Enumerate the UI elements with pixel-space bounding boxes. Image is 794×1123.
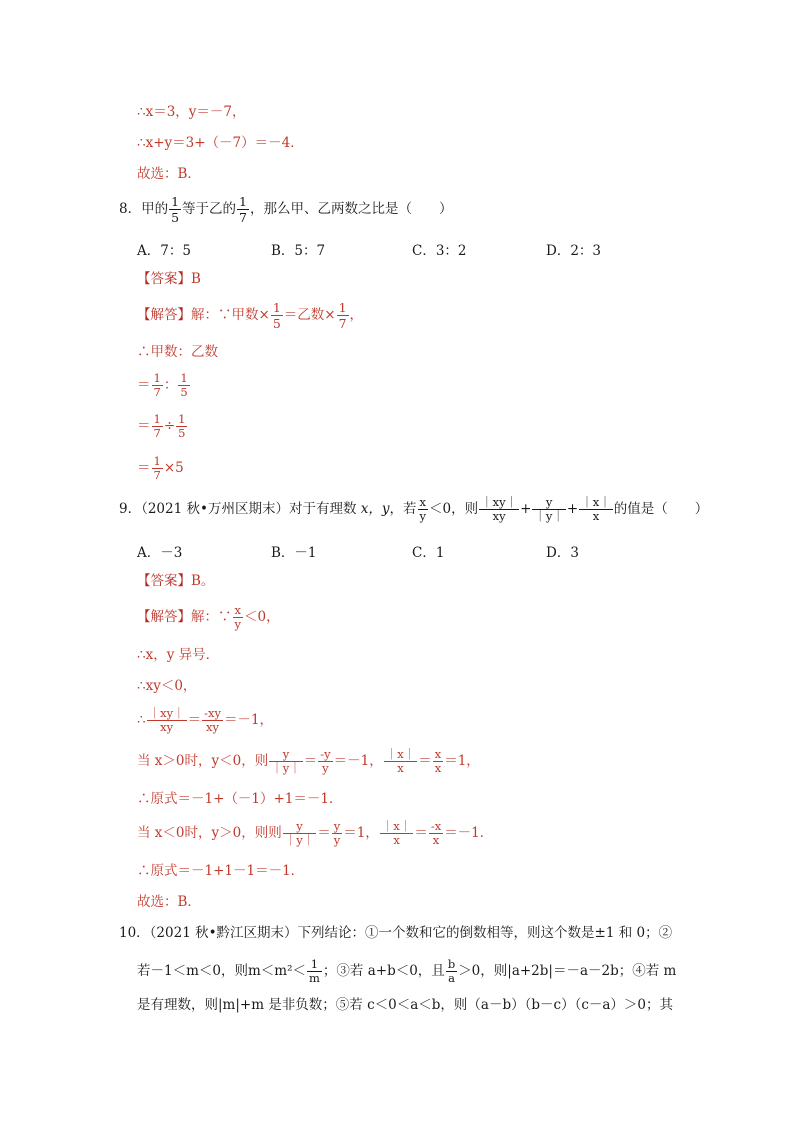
q8-answer-tag: 【答案】 (137, 271, 191, 287)
q10-line-1: 10．（2021 秋•黔江区期末）下列结论：①一个数和它的倒数相等，则这个数是±1 和 0；② (119, 925, 673, 941)
q9-solution: 【解答】解：∵ $\frac{x}{y}$ ＜0， (137, 603, 280, 631)
q8-sol-fraction-1: $\frac{1}{5}$ (272, 300, 281, 331)
q8-sol-fraction-2: $\frac{1}{7}$ (338, 300, 347, 331)
q9-step-8: 故选：B． (137, 894, 201, 910)
q9-step-7: ∴原式＝－1+1－1＝－1． (137, 863, 305, 879)
q9-step-1: ∴x，y 异号． (137, 647, 220, 663)
q7-line-3: 故选：B． (137, 166, 201, 182)
q9-stem: 9．（2021 秋•万州区期末）对于有理数 x，y，若 $\frac{x}{y}$ ＜0，则 $\frac{|xy|}{xy}$ + $\frac{y}{|y|}$ + $\frac{|x|}{x}$ 的值是（ ） (119, 495, 709, 523)
q9-step-3: ∴ $\frac{|xy|}{xy}$ ＝ $\frac{-xy}{xy}$ ＝－1， (137, 706, 274, 734)
q9-option-a: A．－3 (137, 545, 183, 561)
q8-step-4: ＝ $\frac{1}{7}$ ×5 (137, 454, 184, 482)
q9-step-4: 当 x＞0时，y＜0，则 $\frac{y}{|y|}$ ＝ $\frac{-y}{y}$ ＝－1， $\frac{|x|}{x}$ ＝ $\frac{x}{x}$ ＝1， (137, 747, 480, 775)
q8-option-a: A．7：5 (137, 243, 191, 259)
q10-line-2: 若－1＜m＜0，则m＜m²＜ $\frac{1}{m}$ ；③若 a+b＜0，且 $\frac{b}{a}$ ＞0，则|a+2b|＝－a－2b；④若 m (137, 957, 677, 985)
q8-option-c: C．3：2 (412, 243, 467, 259)
q8-stem-b: 等于乙的 (182, 201, 237, 217)
q9-option-b: B．－1 (271, 545, 317, 561)
q8-number: 8． (119, 201, 142, 217)
q8-option-b: B．5：7 (271, 243, 326, 259)
q9-option-c: C．1 (412, 545, 445, 561)
q9-step-5: ∴原式＝－1+（－1）+1＝－1． (137, 791, 343, 807)
q8-step-1: ∴甲数：乙数 (137, 344, 218, 360)
q10-line-3: 是有理数，则|m|+m 是非负数；⑤若 c＜0＜a＜b，则（a－b）（b－c）（c－a）＞0；其 (137, 997, 674, 1013)
q8-fraction-1: $\frac{1}{5}$ (171, 194, 180, 225)
q8-step-3: ＝ $\frac{1}{7}$ ÷ $\frac{1}{5}$ (137, 412, 186, 440)
q8-solution-tag: 【解答】 (137, 307, 191, 323)
q8-step-2: ＝ $\frac{1}{7}$ ： $\frac{1}{5}$ (137, 371, 188, 399)
q8-option-d: D．2：3 (546, 243, 602, 259)
q9-option-d: D．3 (546, 545, 579, 561)
q8-stem-c: ，那么甲、乙两数之比是（ ） (250, 201, 453, 217)
q9-answer: 【答案】B。 (137, 573, 215, 589)
q8-stem-a: 甲的 (141, 201, 169, 217)
q9-step-2: ∴xy＜0， (137, 678, 197, 694)
q8-solution: 【解答】解：∵甲数× $\frac{1}{5}$ ＝乙数× $\frac{1}{7}$ ， (137, 300, 364, 331)
q8-fraction-2: $\frac{1}{7}$ (239, 194, 247, 225)
q9-number: 9．（2021 秋•万州区期末）对于有理数 (119, 501, 357, 517)
q7-line-1: ∴x＝3，y＝－7， (137, 104, 246, 120)
q8-stem (119, 194, 453, 225)
q8-answer-value: B (191, 271, 201, 287)
q9-step-6: 当 x＜0时，y＞0，则则 $\frac{y}{|y|}$ ＝ $\frac{y}{y}$ ＝1， $\frac{|x|}{x}$ ＝ $\frac{-x}{x}$ ＝－1． (137, 819, 494, 847)
q8-answer (137, 270, 201, 288)
q7-line-2: ∴x+y＝3+（－7）＝－4． (137, 135, 304, 151)
